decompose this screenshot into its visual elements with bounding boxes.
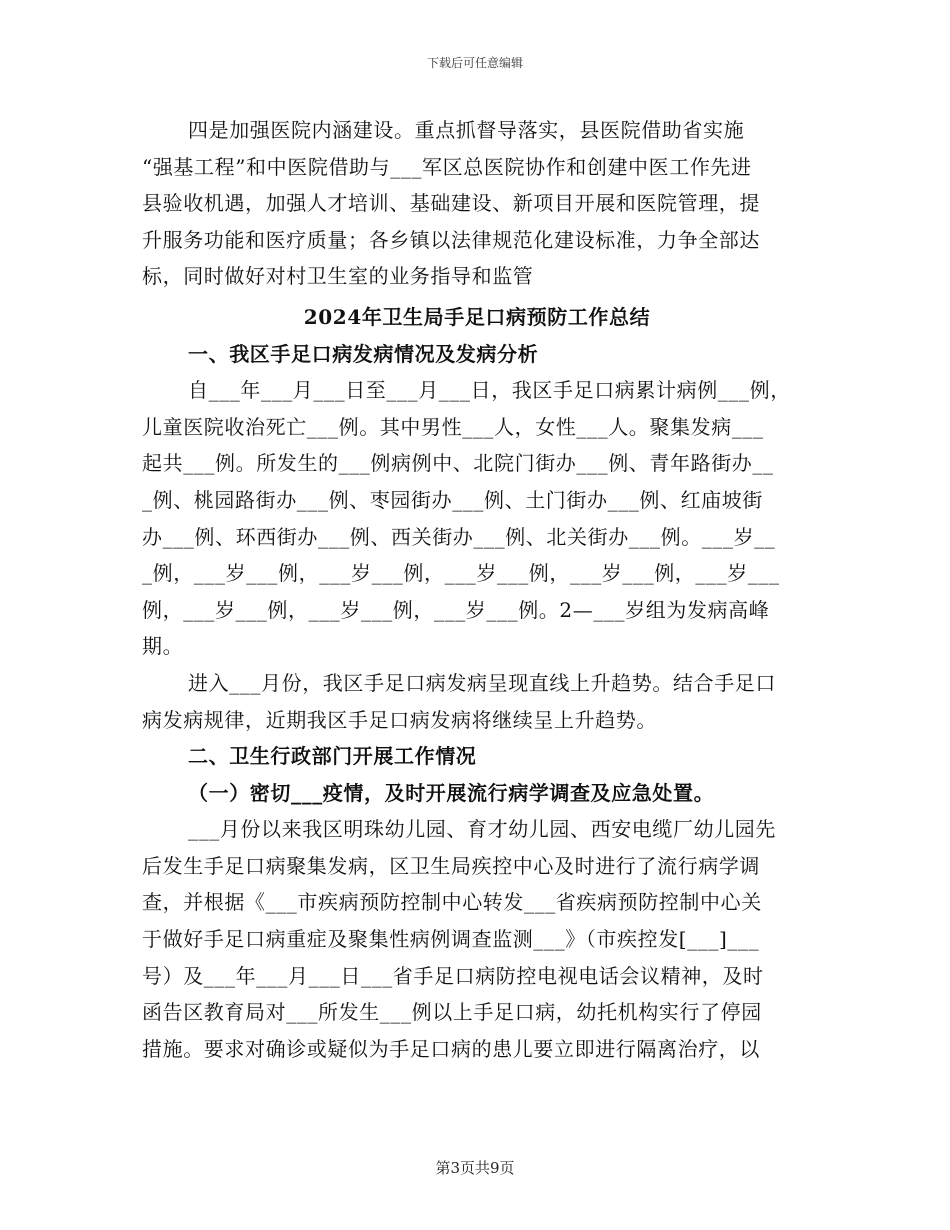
page-header: 下载后可任意编辑 [426,56,523,70]
text-line: 自___年___月___日至___月___日，我区手足口病累计病例___例， [188,378,791,403]
subsection-1-paragraph [142,811,812,1067]
text-line: 标，同时做好对村卫生室的业务指导和监管 [142,264,534,289]
text-line: 升服务功能和医疗质量；各乡镇以法律规范化建设标准，力争全部达 [142,227,760,252]
text-line: 期。 [142,634,184,659]
text-line: 儿童医院收治死亡___例。其中男性___人，女性___人。聚集发病___ [142,414,764,439]
section-2-heading: 二、卫生行政部门开展工作情况 [188,744,477,769]
section-1-heading: 一、我区手足口病发病情况及发病分析 [188,341,539,366]
text-line: _例，___岁___例，___岁___例，___岁___例，___岁___例，___岁___ [142,561,780,586]
text-line: 函告区教育局对___所发生___例以上手足口病，幼托机构实行了停园 [142,1000,762,1025]
text-line: 例，___岁___例，___岁___例，___岁___例。2—___岁组为发病高峰 [142,597,770,622]
section-1-paragraph-1 [142,372,812,665]
document-title: 2024年卫生局手足口病预防工作总结 [303,304,651,329]
text-line: 进入___月份，我区手足口病发病呈现直线上升趋势。结合手足口 [188,670,776,695]
section-1-paragraph-2 [142,665,812,738]
text-line: “强基工程”和中医院借助与___军区总医院协作和创建中医工作先进 [142,154,752,179]
text-line: 病发病规律，近期我区手足口病发病将继续呈上升趋势。 [142,707,657,732]
text-line: 后发生手足口病聚集发病，区卫生局疾控中心及时进行了流行病学调 [142,853,760,878]
text-line: _例、桃园路街办___例、枣园街办___例、土门街办___例、红庙坡街 [142,487,763,512]
text-line: 号）及___年___月___日___省手足口病防控电视电话会议精神，及时 [142,963,764,988]
text-line: 县验收机遇，加强人才培训、基础建设、新项目开展和医院管理，提 [142,191,760,216]
text-line: 起共___例。所发生的___例病例中、北院门街办___例、青年路街办__ [142,451,774,476]
text-line: 措施。要求对确诊或疑似为手足口病的患儿要立即进行隔离治疗，以 [142,1036,760,1061]
subsection-1-heading: （一）密切___疫情，及时开展流行病学调查及应急处置。 [188,780,715,805]
text-line: 办___例、环西街办___例、西关街办___例、北关街办___例。___岁__ [142,524,776,549]
text-line: ___月份以来我区明珠幼儿园、育才幼儿园、西安电缆厂幼儿园先 [188,817,776,842]
text-line: 查，并根据《___市疾病预防控制中心转发___省疾病预防控制中心关 [142,890,762,915]
text-line: 于做好手足口病重症及聚集性病例调查监测___》（市疾控发[___]___ [142,927,760,952]
prev-section-paragraph [142,112,812,295]
page-footer: 第3页共9页 [435,1159,515,1177]
text-line: 四是加强医院内涵建设。重点抓督导落实，县医院借助省实施 [188,118,745,142]
document-body [142,112,812,1067]
